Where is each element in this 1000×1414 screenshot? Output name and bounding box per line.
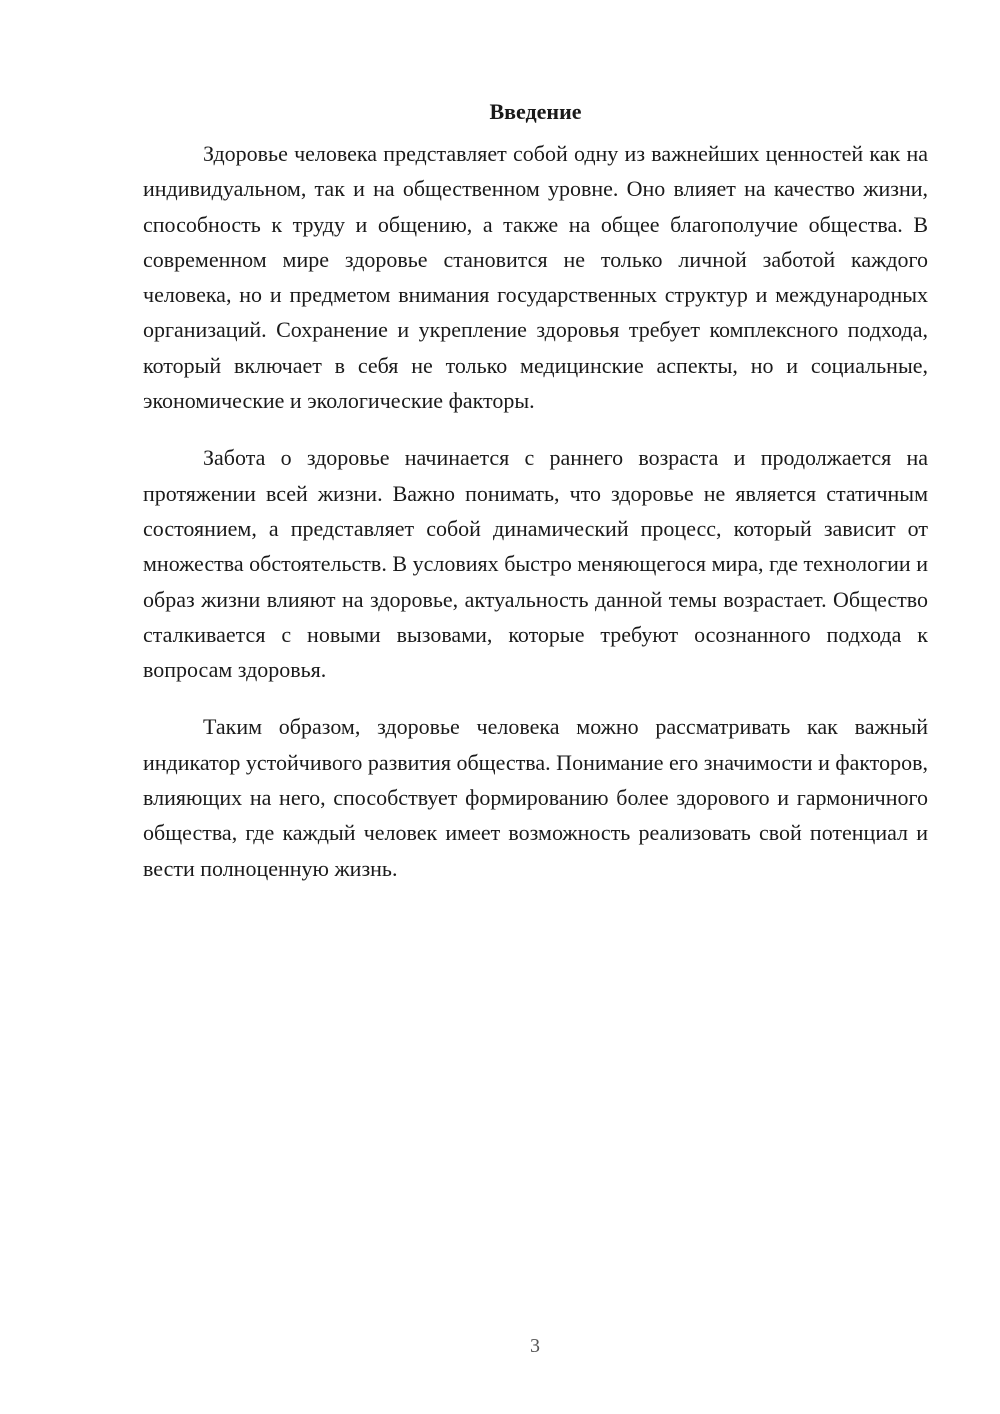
paragraph-2: Забота о здоровье начинается с раннего возраста и продолжается на протяжении всей жизни. Важно понимать, что здоровье не является статичным состоянием, а представляет собой динамический процесс, который зависит от множества обстоятельств. В условиях быстро меняющегося мира, где технологии и образ жизни влияют на здоровье, актуальность данной темы возрастает. Общество сталкивается с новыми вызовами, которые требуют осознанного подхода к вопросам здоровья. [143,445,928,683]
page-content [143,96,928,908]
paragraph-3: Таким образом, здоровье человека можно рассматривать как важный индикатор устойчивого развития общества. Понимание его значимости и факторов, влияющих на него, способствует формированию более здорового и гармоничного общества, где каждый человек имеет возможность реализовать свой потенциал и вести полноценную жизнь. [143,714,928,881]
page-number: 3 [530,1335,540,1357]
paragraph-1: Здоровье человека представляет собой одну из важнейших ценностей как на индивидуальном, так и на общественном уровне. Оно влияет на качество жизни, способность к труду и общению, а также на общее благополучие общества. В современном мире здоровье становится не только личной заботой каждого человека, но и предметом внимания государственных структур и международных организаций. Сохранение и укрепление здоровья требует комплексного подхода, который включает в себя не только медицинские аспекты, но и социальные, экономические и экологические факторы. [143,141,928,414]
section-heading: Введение [489,99,582,124]
